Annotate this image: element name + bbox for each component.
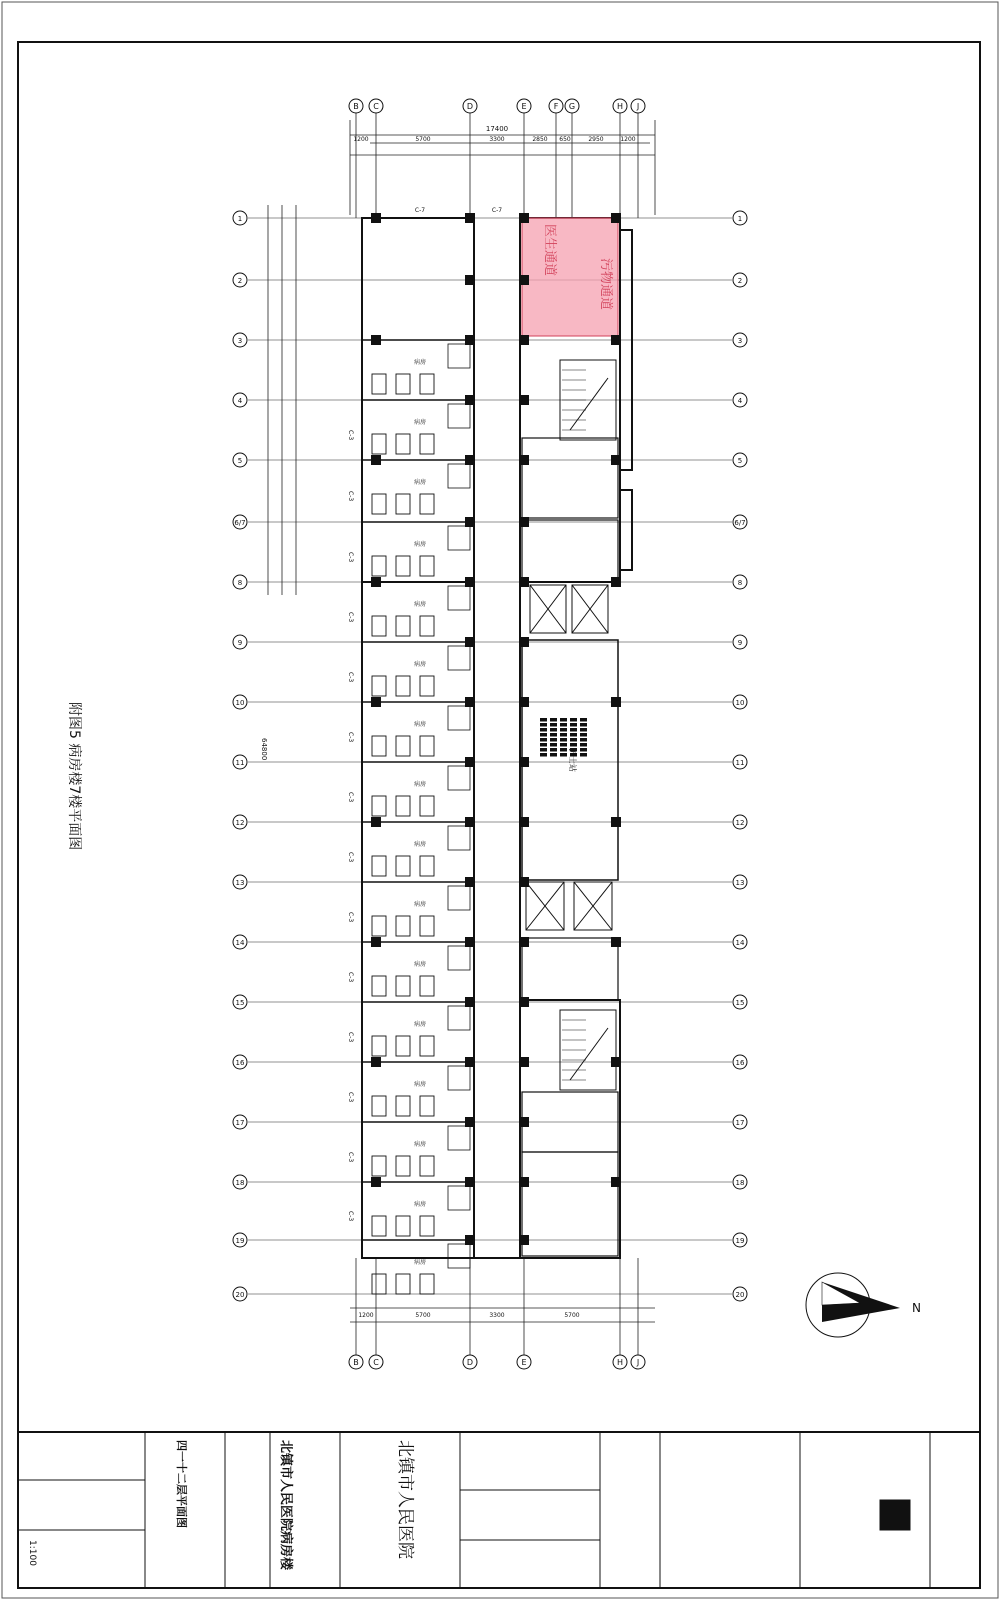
- column-axis-label: C: [373, 1358, 379, 1367]
- column-axis-label: E: [521, 102, 527, 111]
- ward-bed: [396, 616, 410, 636]
- ward-label: 病房: [413, 901, 427, 908]
- column-square: [519, 395, 529, 405]
- column-square: [371, 213, 381, 223]
- ward-label: 病房: [413, 841, 427, 848]
- ward-bed: [420, 976, 434, 996]
- row-axis-label: 9: [237, 639, 243, 647]
- ward-label: 病房: [413, 419, 427, 426]
- row-axis-label: 16: [735, 1059, 745, 1067]
- column-square: [519, 517, 529, 527]
- ward-label: 病房: [413, 1081, 427, 1088]
- column-axis-label: F: [553, 102, 559, 111]
- top-dimension-labels: [353, 136, 635, 143]
- ward-bed: [396, 856, 410, 876]
- column-square: [371, 697, 381, 707]
- column-square: [611, 335, 621, 345]
- column-square: [465, 517, 475, 527]
- column-square: [519, 455, 529, 465]
- ward-label: 病房: [413, 479, 427, 486]
- column-square: [611, 697, 621, 707]
- window-tag: C-7: [491, 207, 503, 214]
- row-axis-label: 12: [735, 819, 745, 827]
- doctor-passage-label: 医生通道: [542, 224, 557, 277]
- ward-bed: [420, 616, 434, 636]
- ward-bed: [396, 1274, 410, 1294]
- window-tag: C-3: [347, 1211, 354, 1222]
- top-dimension-value: 2950: [588, 136, 604, 143]
- window-tag: C-3: [347, 732, 354, 743]
- ward-bed: [420, 1216, 434, 1236]
- ward-bed: [372, 736, 386, 756]
- ward-bed: [372, 374, 386, 394]
- ward-bed: [396, 1096, 410, 1116]
- drawing-scale: 1:100: [27, 1540, 37, 1566]
- row-axis-label: 18: [235, 1179, 245, 1187]
- column-square: [465, 275, 475, 285]
- ward-bed: [420, 916, 434, 936]
- ward-bed: [420, 1274, 434, 1294]
- ward-bed: [420, 374, 434, 394]
- row-axis-label: 17: [735, 1119, 745, 1127]
- overall-width-dimension: 17400: [485, 125, 509, 133]
- row-axis-label: 13: [735, 879, 745, 887]
- column-square: [371, 335, 381, 345]
- ward-bed: [420, 856, 434, 876]
- elevators-north: [530, 585, 608, 633]
- ward-label: 病房: [413, 661, 427, 668]
- row-axis-label: 1: [237, 215, 243, 223]
- row-axis-label: 3: [737, 337, 743, 345]
- row-axis-label: 9: [737, 639, 743, 647]
- row-axis-label: 8: [237, 579, 243, 587]
- window-tag: C-3: [347, 792, 354, 803]
- column-square: [371, 455, 381, 465]
- ward-bed: [396, 916, 410, 936]
- bottom-dimension-value: 5700: [564, 1312, 580, 1319]
- ward-bed: [396, 1036, 410, 1056]
- row-axis-label: 16: [235, 1059, 245, 1067]
- ward-bed: [420, 736, 434, 756]
- column-square: [465, 335, 475, 345]
- ward-bed: [372, 494, 386, 514]
- row-axis-label: 15: [735, 999, 745, 1007]
- column-square: [465, 395, 475, 405]
- column-axis-label: J: [636, 102, 640, 111]
- row-axis-label: 14: [735, 939, 745, 947]
- column-axis-label: E: [521, 1358, 527, 1367]
- ward-label: 病房: [413, 961, 427, 968]
- column-axis-label: C: [373, 102, 379, 111]
- ward-label: 病房: [413, 601, 427, 608]
- client-name: 北镇市人民医院: [395, 1440, 415, 1559]
- drawing-title: 四一十二层平面图: [175, 1440, 188, 1528]
- window-tag: C-3: [347, 912, 354, 923]
- row-axis-label: 19: [735, 1237, 745, 1245]
- row-axis-label: 11: [235, 759, 245, 767]
- bottom-dimension-value: 3300: [489, 1312, 505, 1319]
- column-square: [519, 213, 529, 223]
- ward-label: 病房: [413, 1259, 427, 1266]
- column-square: [519, 275, 529, 285]
- ward-bed: [420, 1036, 434, 1056]
- row-axis-label: 2: [737, 277, 743, 285]
- top-dimension-chain: [350, 120, 655, 215]
- column-square: [465, 213, 475, 223]
- column-square: [611, 455, 621, 465]
- row-axis-label: 19: [235, 1237, 245, 1245]
- sheet-caption: [58, 700, 98, 920]
- row-axis-label: 8: [737, 579, 743, 587]
- ward-bed: [372, 796, 386, 816]
- row-axis-label: 6/7: [734, 519, 746, 527]
- row-axis-label: 1: [737, 215, 743, 223]
- top-dimension-value: 3300: [489, 136, 505, 143]
- window-tag: C-3: [347, 1092, 354, 1103]
- ward-bed: [420, 796, 434, 816]
- row-axis-label: 11: [735, 759, 745, 767]
- row-axis-label: 15: [235, 999, 245, 1007]
- ward-bed: [396, 736, 410, 756]
- drawing-frame: [18, 42, 980, 1588]
- column-axes-top: [349, 99, 645, 218]
- window-tag: C-3: [347, 1032, 354, 1043]
- row-axis-label: 5: [737, 457, 743, 465]
- ward-bed: [396, 374, 410, 394]
- column-axis-label: B: [353, 102, 359, 111]
- ward-bed: [420, 676, 434, 696]
- ward-bed: [372, 976, 386, 996]
- ward-bed: [372, 556, 386, 576]
- ward-label: 病房: [413, 1021, 427, 1028]
- column-square: [611, 213, 621, 223]
- stair-south-treads: [562, 1020, 586, 1080]
- north-arrow: [806, 1273, 900, 1337]
- ward-bed: [372, 856, 386, 876]
- bottom-dimension-value: 1200: [358, 1312, 374, 1319]
- ward-bed: [372, 1036, 386, 1056]
- window-tag: C-7: [414, 207, 426, 214]
- ward-label: 病房: [413, 721, 427, 728]
- row-axis-label: 5: [237, 457, 243, 465]
- ward-bed: [396, 556, 410, 576]
- window-tag: C-3: [347, 612, 354, 623]
- sheet-caption-text: 附图5 病房楼7楼平面图: [66, 702, 82, 851]
- ward-bed: [372, 676, 386, 696]
- row-axis-label: 10: [235, 699, 245, 707]
- row-axis-label: 3: [237, 337, 243, 345]
- bottom-dimension-labels: [358, 1312, 579, 1319]
- ward-bed: [372, 616, 386, 636]
- row-axis-label: 4: [237, 397, 243, 405]
- ward-bed: [372, 1096, 386, 1116]
- column-square: [465, 455, 475, 465]
- ward-bed: [420, 434, 434, 454]
- window-tag: C-3: [347, 430, 354, 441]
- column-axis-label: H: [616, 102, 624, 111]
- title-block: [18, 1432, 980, 1588]
- window-tag: C-3: [347, 972, 354, 983]
- stair-north-treads: [562, 370, 586, 430]
- column-square: [519, 335, 529, 345]
- column-axis-label: D: [466, 102, 474, 111]
- ward-bed: [396, 976, 410, 996]
- row-axis-label: 13: [235, 879, 245, 887]
- row-axis-label: 4: [737, 397, 743, 405]
- ward-bed: [420, 556, 434, 576]
- nurse-station-label: 护士站: [568, 748, 577, 772]
- top-dimension-value: 1200: [620, 136, 636, 143]
- north-label: N: [912, 1301, 921, 1315]
- ward-bed: [372, 434, 386, 454]
- top-dimension-value: 1200: [353, 136, 369, 143]
- ward-bed: [372, 1216, 386, 1236]
- window-tag: C-3: [347, 852, 354, 863]
- ward-bed: [372, 916, 386, 936]
- ward-bed: [420, 494, 434, 514]
- column-square: [371, 1177, 381, 1187]
- column-square: [611, 577, 621, 587]
- ward-label: 病房: [413, 541, 427, 548]
- ward-label: 病房: [413, 359, 427, 366]
- ward-bed: [372, 1156, 386, 1176]
- ward-bed: [396, 434, 410, 454]
- ward-label: 病房: [413, 781, 427, 788]
- top-dimension-value: 5700: [415, 136, 431, 143]
- row-axis-label: 14: [235, 939, 245, 947]
- row-axis-label: 17: [235, 1119, 245, 1127]
- row-axis-label: 2: [237, 277, 243, 285]
- ward-bed: [396, 494, 410, 514]
- outer-border: [2, 2, 998, 1598]
- ward-bed: [396, 1156, 410, 1176]
- column-axis-label: B: [353, 1358, 359, 1367]
- ward-label: 病房: [413, 1201, 427, 1208]
- row-axis-label: 20: [235, 1291, 245, 1299]
- column-square: [371, 1057, 381, 1067]
- ward-bed: [372, 1274, 386, 1294]
- window-tag: C-3: [347, 491, 354, 502]
- window-tag: C-3: [347, 552, 354, 563]
- row-axis-label: 10: [735, 699, 745, 707]
- ward-label: 病房: [413, 1141, 427, 1148]
- row-axes: [233, 211, 747, 1301]
- project-name: 北镇市人民医院病房楼: [278, 1440, 293, 1571]
- row-axis-label: 18: [735, 1179, 745, 1187]
- elevators-south: [526, 882, 612, 930]
- ward-bed: [396, 1216, 410, 1236]
- ward-bed: [420, 1156, 434, 1176]
- row-axis-label: 6/7: [234, 519, 246, 527]
- nurse-station-seating: [540, 718, 587, 757]
- overall-height-dimension: 64800: [260, 738, 268, 761]
- column-square: [611, 817, 621, 827]
- top-dimension-value: 2850: [532, 136, 548, 143]
- top-dimension-value: 650: [559, 136, 571, 143]
- column-axis-label: J: [636, 1358, 640, 1367]
- column-axis-label: G: [568, 102, 576, 111]
- column-square: [371, 937, 381, 947]
- ward-bed: [396, 796, 410, 816]
- ward-bed: [420, 1096, 434, 1116]
- column-square: [611, 937, 621, 947]
- column-axis-label: H: [616, 1358, 624, 1367]
- dirty-passage-label: 污物通道: [598, 258, 613, 311]
- right-rooms: [522, 438, 618, 1256]
- column-square: [371, 817, 381, 827]
- window-tag: C-3: [347, 1152, 354, 1163]
- row-axis-label: 20: [735, 1291, 745, 1299]
- row-axis-label: 12: [235, 819, 245, 827]
- column-axis-label: D: [466, 1358, 474, 1367]
- window-tag: C-3: [347, 672, 354, 683]
- bottom-dimension-value: 5700: [415, 1312, 431, 1319]
- ward-bed: [396, 676, 410, 696]
